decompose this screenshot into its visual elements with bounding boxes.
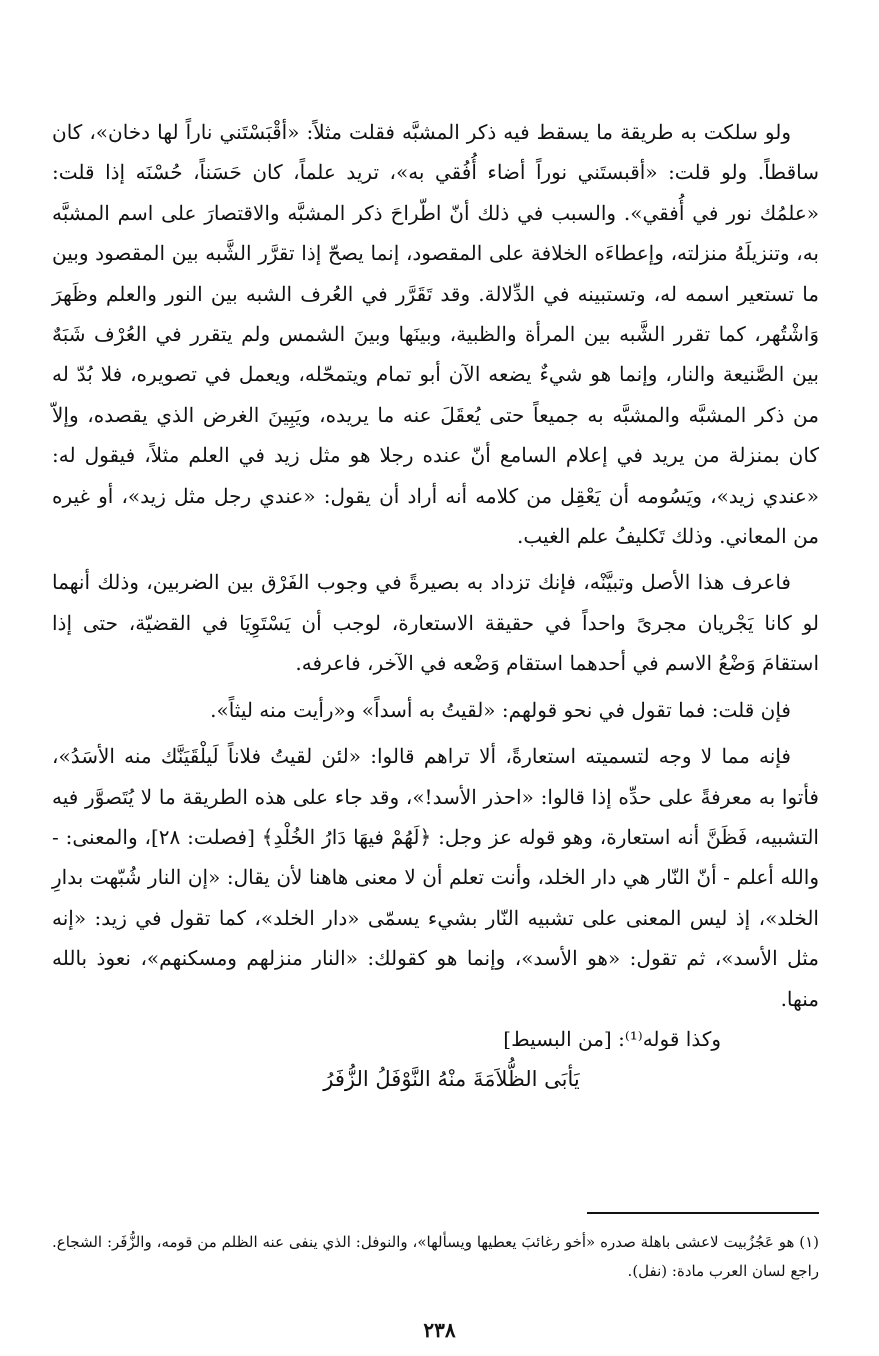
- paragraph-4: فإنه مما لا وجه لتسميته استعارةً، ألا تراهم قالوا: «لئن لقيتُ فلاناً لَيلْقَيَنَّك منه الأسَدُ»، فأتوا به معرفةً على حدِّه إذا قالوا: «احذر الأسد!»، وقد جاء على هذه الطريقة ما لا يُتَصوَّر فيه التشبيه، فَظَنَّ أنه استعارة، وهو قوله عز وجل: ﴿لَهُمْ فيهَا دَارُ الخُلْدِ﴾ [فصلت: ٢٨]، والمعنى: - والله أعلم - أنّ النّار هي دار الخلد، وأنت تعلم أن لا معنى هاهنا لأن يقال: «إن النار شُبّهت بدارِ الخلد»، إذ ليس المعنى على تشبيه النّار بشيء يسمّى «دار الخلد»، كما تقول في زيد: «إنه مثل الأسد»، ثم تقول: «هو الأسد»، وإنما هو كقولك: «النار منزلهم ومسكنهم»، نعوذ بالله منها.: [52, 744, 819, 1011]
- footnote-divider: [587, 1212, 819, 1214]
- poetry-verse: يَأبَى الظُّلاَمَةَ منْهُ النَّوْفَلُ الزُّفَرُ: [323, 1067, 580, 1092]
- paragraph-3: فإن قلت: فما تقول في نحو قولهم: «لقيتُ به أسداً» و«رأيت منه ليثاً».: [210, 697, 791, 722]
- main-text: [52, 112, 819, 1100]
- footnote-text: (١) هو عَجُزُبيت لاعشى باهلة صدره «أخو رغائبَ يعطيها ويسألها»، والنوفل: الذي ينفى عنه الظلم من قومه، والزُّفَر: الشجاع. راجع لسان العرب مادة: (نفل).: [52, 1233, 819, 1280]
- paragraph-2: فاعرف هذا الأصل وتبيَّنْه، فإنك تزداد به بصيرةً في وجوب الفَرْق بين الضربين، وذلك أنهما لو كانا يَجْريان مجرىً واحداً في حقيقة الاستعارة، لوجب أن يَسْتَوِيَا في القضيّة، حتى إذا استقامَ وَضْعُ الاسم في أحدهما استقام وَضْعه في الآخر، فاعرفه.: [52, 570, 819, 676]
- verse-intro: وكذا قوله⁽¹⁾: [من البسيط]: [503, 1026, 721, 1051]
- paragraph-1: ولو سلكت به طريقة ما يسقط فيه ذكر المشبَّه فقلت مثلاً: «أقْبَسْتَني ناراً لها دخان»، كان ساقطاً. ولو قلت: «أقبستَني نوراً أضاء أُفُقي به»، تريد علماً، كان حَسَناً، حُسْنَه إذا قلت: «علمُك نور في أُفقي». والسبب في ذلك أنّ اطّراحَ ذكر المشبَّه والاقتصارَ على اسم المشبَّه به، وتنزيلَهُ منزلته، وإعطاءَه الخلافة على المقصود، إنما يصحّ إذا تقرَّر الشَّبه بين المقصود وبين ما تستعير اسمه له، وتستبينه في الدِّلالة. وقد تَقَرَّر في العُرف الشبه بين النور والعلم وظَهرَ وَاشْتُهر، كما تقرر الشَّبه بين المرأة والظبية، وبينَها وبينَ الشمس ولم يتقرر في العُرْف شَبَهٌ بين الصَّنيعة والنار، وإنما هو شيءٌ يضعه الآن أبو تمام ويتمحّله، ويعمل في تصويره، فلا بُدّ له من ذكر المشبَّه والمشبَّه به جميعاً حتى يُعقَلَ عنه ما يريده، ويَبِينَ الغرض الذي يقصده، وإلاّ كان بمنزلة من يريد في إعلام السامع أنّ عنده رجلا هو مثل زيد في العلم مثلاً، فيقول له: «عندي زيد»، ويَسُومه أن يَعْقِل من كلامه أنه أراد أن يقول: «عندي رجل مثل زيد»، أو غيره من المعاني. وذلك تَكليفُ علم الغيب.: [52, 120, 819, 549]
- page-number: ٢٣٨: [423, 1318, 456, 1342]
- footnote: [52, 1228, 819, 1286]
